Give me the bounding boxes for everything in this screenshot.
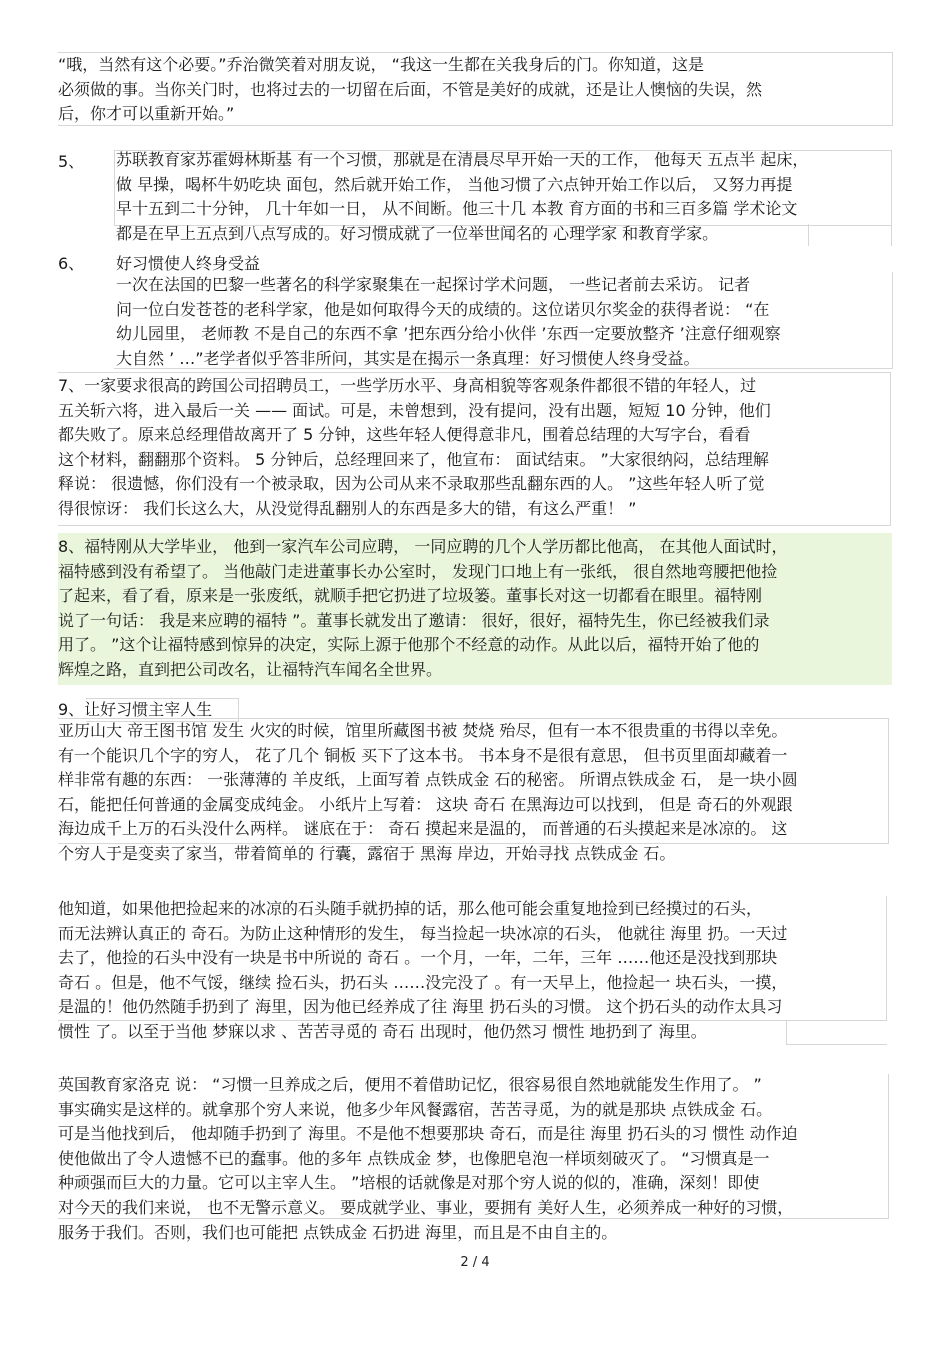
locke-line: 可是当他找到后， 他却随手扔到了 海里。不是他不想要那块 奇石，而是往 海里 扔石头的习 惯性 动作迫: [58, 1124, 798, 1144]
item7-line: 7、一家要求很高的跨国公司招聘员工，一些学历水平、身高相貌等客观条件都很不错的年轻人，过: [58, 376, 757, 395]
locke-line: 英国教育家洛克 说： “习惯一旦养成之后，便用不着借助记忆，很容易很自然地就能发生作用了。 ”: [58, 1075, 762, 1094]
item8-line: 用了。 ”这个让福特感到惊异的决定，实际上源于他那个不经意的动作。从此以后，福特开始了他的: [58, 635, 760, 655]
item7-line: 得很惊讶： 我们长这么大，从没觉得乱翻别人的东西是多大的错，有这么严重！ ”: [58, 498, 637, 518]
item8-body: [58, 535, 787, 683]
item8-line: 了起来，看了看，原来是一张废纸，就顺手把它扔进了垃圾篓。董事长对这一切都看在眼里。福特刚: [58, 586, 763, 606]
locke-line: 使他做出了令人遗憾不已的蠢事。他的多年 点铁成金 梦，也像肥皂泡一样顷刻破灭了。 “习惯真是一: [58, 1148, 770, 1168]
item7-line: 五关斩六将，进入最后一关 —— 面试。可是，未曾想到，没有提问，没有出题，短短 10 分钟，他们: [58, 400, 771, 420]
item9-line: 个穷人于是变卖了家当，带着简单的 行囊，露宿于 黑海 岸边，开始寻找 点铁成金 石。: [58, 843, 676, 863]
item6-body: [116, 273, 781, 371]
item5-line: 都是在早上五点到八点写成的。好习惯成就了一位举世闻名的 心理学家 和教育学家。: [116, 223, 719, 243]
stone-line: 奇石 。但是，他不气馁，继续 捡石头，扔石头 ……没完没了 。有一天早上，他捡起一 块石头，一摸，: [58, 972, 788, 992]
story-intro: [58, 53, 762, 127]
stone-line: 他知道，如果他把捡起来的冰凉的石头随手就扔掉的话，那么他可能会重复地捡到已经摸过的石头，: [58, 899, 763, 918]
item6-line: 大自然 ’ …”老学者似乎答非所问，其实是在揭示一条真理：好习惯使人终身受益。: [116, 348, 700, 368]
stone-line: 是温的！他仍然随手扔到了 海里，因为他已经养成了往 海里 扔石头的习惯。 这个扔石头的动作太具习: [58, 997, 783, 1017]
stone-line: 而无法辨认真正的 奇石。为防止这种情形的发生， 每当捡起一块冰凉的石头， 他就往 海里 扔。一天过: [58, 923, 788, 943]
stone-paragraph: [58, 897, 787, 1045]
item5-line: 做 早操，喝杯牛奶吃块 面包，然后就开始工作， 当他习惯了六点钟开始工作以后， 又努力再提: [116, 174, 793, 194]
item5-number: 5、: [58, 152, 85, 171]
item9-line: 石，能把任何普通的金属变成纯金。 小纸片上写着： 这块 奇石 在黑海边可以找到， 但是 奇石的外观跟: [58, 794, 793, 814]
locke-paragraph: [58, 1073, 798, 1245]
frame-item5-tail: [808, 224, 892, 246]
frame-stone-tail: [786, 1020, 887, 1045]
item9-line: 海边成千上万的石头没什么两样。 谜底在于： 奇石 摸起来是温的， 而普通的石头摸起来是冰凉的。 这: [58, 819, 788, 839]
item9-line: 有一个能识几个字的穷人， 花了几个 铜板 买下了这本书。 书本身不是很有意思， 但书页里面却藏着一: [58, 745, 788, 765]
item8-line: 福特感到没有希望了。 当他敲门走进董事长办公室时， 发现门口地上有一张纸， 很自然地弯腰把他捡: [58, 561, 778, 581]
item6-number: 6、: [58, 254, 85, 273]
item8-line: 说了一句话： 我是来应聘的福特 ”。董事长就发出了邀请： 很好，很好，福特先生，你已经被我们录: [58, 610, 770, 630]
item9-line: 亚历山大 帝王图书馆 发生 火灾的时候，馆里所藏图书被 焚烧 殆尽，但有一本不很贵重的书得以幸免。: [58, 721, 788, 740]
item9-title: 9、让好习惯主宰人生: [58, 700, 213, 719]
locke-line: 服务于我们。否则，我们也可能把 点铁成金 石扔进 海里，而且是不由自主的。: [58, 1222, 618, 1242]
item8-line: 8、福特刚从大学毕业， 他到一家汽车公司应聘， 一同应聘的几个人学历都比他高， 在其他人面试时，: [58, 537, 788, 556]
story-intro-line: 必须做的事。当你关门时，也将过去的一切留在后面，不管是美好的成就，还是让人懊恼的失误，然: [58, 79, 763, 99]
item9-line: 样非常有趣的东西： 一张薄薄的 羊皮纸，上面写着 点铁成金 石的秘密。 所谓点铁成金 石， 是一块小圆: [58, 770, 798, 790]
story-intro-line: 后，你才可以重新开始。”: [58, 104, 235, 124]
item7-line: 释说： 很遗憾，你们没有一个被录取，因为公司从来不录取那些乱翻东西的人。 ”这些年轻人听了觉: [58, 474, 765, 494]
page-number: 2 / 4: [460, 1255, 490, 1270]
item6-line: 幼儿园里， 老师教 不是自己的东西不拿 ’把东西分给小伙伴 ’东西一定要放整齐 ’注意仔细观察: [116, 324, 781, 344]
item6-line: 问一位白发苍苍的老科学家，他是如何取得今天的成绩的。这位诺贝尔奖金的获得者说： “在: [116, 299, 770, 319]
item8-line: 辉煌之路，直到把公司改名，让福特汽车闻名全世界。: [58, 659, 443, 679]
item7-body: [58, 374, 771, 522]
item6-line: 一次在法国的巴黎一些著名的科学家聚集在一起探讨学术问题， 一些记者前去采访。 记者: [116, 275, 751, 294]
item5-line: 苏联教育家苏霍姆林斯基 有一个习惯，那就是在清晨尽早开始一天的工作， 他每天 五点半 起床，: [116, 150, 809, 169]
locke-line: 事实确实是这样的。就拿那个穷人来说，他多少年风餐露宿，苦苦寻觅，为的就是那块 点铁成金 石。: [58, 1099, 773, 1119]
item5-line: 早十五到二十分钟， 几十年如一日， 从不间断。他三十几 本教 育方面的书和三百多篇 学术论文: [116, 199, 798, 219]
stone-line: 去了，他捡的石头中没有一块是书中所说的 奇石 。一个月，一年，二年，三年 ……他还是没找到那块: [58, 948, 778, 968]
item7-line: 都失败了。原来总经理借故离开了 5 分钟，这些年轻人便得意非凡，围着总结理的大写字台，看看: [58, 425, 751, 445]
item7-line: 这个材料，翻翻那个资料。 5 分钟后，总经理回来了，他宣布： 面试结束。 ”大家很纳闷，总结理解: [58, 449, 769, 469]
item6-title: 好习惯使人终身受益: [116, 254, 261, 273]
locke-line: 种顽强而巨大的力量。它可以主宰人生。 ”培根的话就像是对那个穷人说的似的，准确，深刻！即使: [58, 1173, 760, 1193]
stone-line: 惯性 了。以至于当他 梦寐以求 、苦苦寻觅的 奇石 出现时，他仍然习 惯性 地扔到了 海里。: [58, 1021, 707, 1041]
story-intro-line: “哦，当然有这个必要。”乔治微笑着对朋友说， “我这一生都在关我身后的门。你知道，这是: [58, 55, 704, 74]
locke-line: 对今天的我们来说， 也不无警示意义。 要成就学业、事业，要拥有 美好人生，必须养成一种好的习惯，: [58, 1197, 794, 1217]
item9-body: [58, 719, 798, 867]
item5-body: [116, 148, 808, 246]
